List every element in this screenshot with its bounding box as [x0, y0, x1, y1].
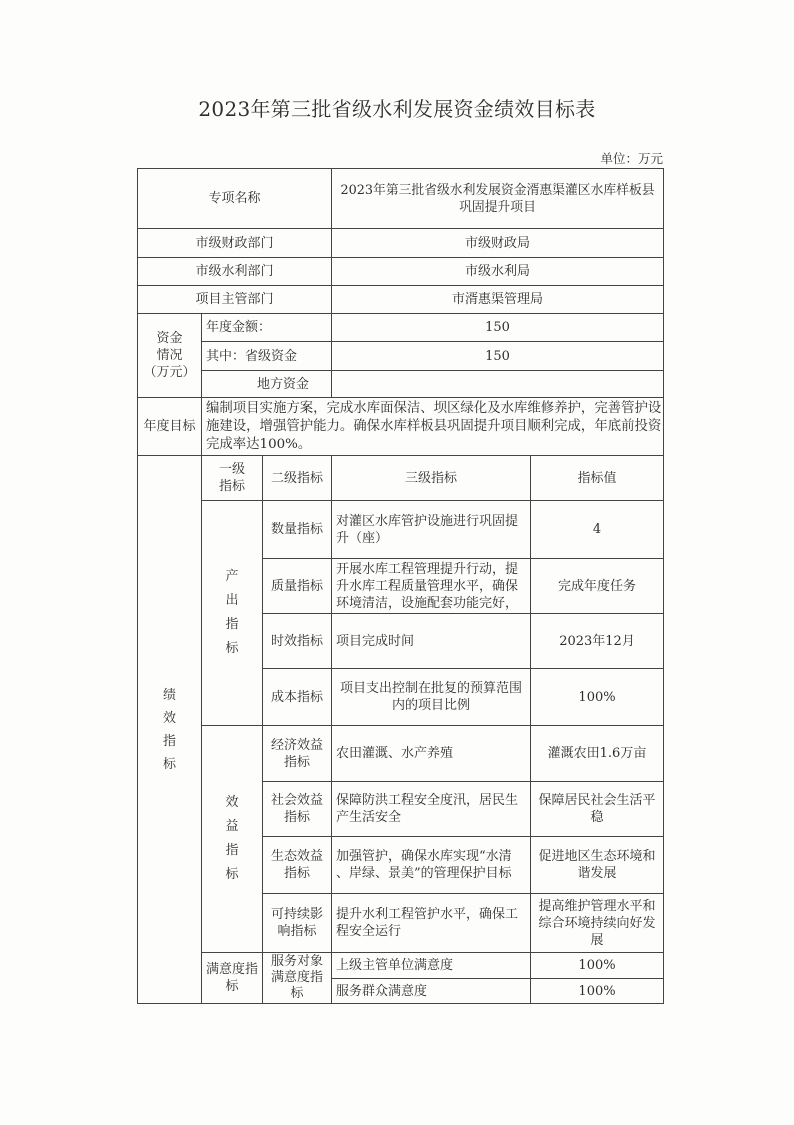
indicator-level2: 经济效益指标 [271, 737, 324, 770]
annual-goal-text: 编制项目实施方案，完成水库面保洁、坝区绿化及水库维修养护，完善管护设施建设，增强管护能力。确保水库样板县巩固提升项目顺利完成，年底前投资完成率达100%。 [206, 400, 662, 452]
indicator-level3: 对灌区水库管护设施进行巩固提升（座） [336, 513, 519, 546]
indicator-value: 提高维护管理水平和综合环境持续向好发展 [538, 898, 656, 948]
indicator-level2: 生态效益指标 [271, 849, 324, 881]
performance-target-table [137, 168, 664, 1004]
project-name-value [332, 169, 664, 229]
indicator-value: 完成年度任务 [531, 559, 664, 614]
supervisor-value: 市湑惠渠管理局 [332, 286, 664, 314]
water-dept-label: 市级水利部门 [138, 258, 332, 286]
performance-label-cell [138, 456, 202, 1004]
indicator-level3: 提升水利工程管护水平，确保工程安全运行 [336, 907, 519, 939]
indicator-level3: 开展水库工程管理提升行动，提升水库工程质量管理水平，确保环境清洁，设施配套功能完好， [336, 561, 519, 611]
provincial-funds-label: 其中：省级资金 [202, 342, 332, 371]
table-row-annual-goal [138, 398, 664, 456]
finance-dept-label: 市级财政部门 [138, 229, 332, 258]
benefit-label: 效益指标 [225, 795, 239, 882]
finance-dept-value: 市级财政局 [332, 229, 664, 258]
funds-label-text [143, 330, 195, 381]
funds-label-line-3: （万元） [143, 365, 196, 380]
performance-label: 绩效指标 [163, 687, 177, 772]
indicator-level3-cell [332, 669, 531, 726]
local-funds-value [332, 371, 664, 398]
indicator-level3-line-2: 、岸绿、景美”的管理保护目标 [336, 866, 512, 881]
header-level1-cell [202, 456, 263, 501]
header-level2: 二级指标 [263, 456, 332, 501]
indicator-level3: 上级主管单位满意度 [332, 953, 531, 979]
indicator-level2-cell [263, 782, 332, 837]
local-funds-label: 地方资金 [202, 371, 332, 398]
indicator-level2: 社会效益指标 [271, 793, 324, 825]
funds-label [138, 314, 202, 398]
indicator-level2: 质量指标 [263, 559, 332, 614]
indicator-value: 2023年12月 [531, 614, 664, 669]
table-row-performance-header [138, 456, 664, 501]
indicator-level2-cell [263, 837, 332, 894]
indicator-level3-cell [332, 782, 531, 837]
table-row-water-dept [138, 258, 664, 286]
water-dept-value: 市级水利局 [332, 258, 664, 286]
indicator-value: 保障居民社会生活平稳 [538, 793, 656, 825]
indicator-level2: 时效指标 [263, 614, 332, 669]
table-row [138, 726, 664, 782]
unit-label: 单位：万元 [600, 151, 663, 166]
output-label-cell [202, 501, 263, 726]
indicator-level2: 数量指标 [263, 501, 332, 559]
annual-goal-label: 年度目标 [138, 398, 202, 456]
indicator-level3: 项目完成时间 [336, 633, 415, 649]
indicator-value: 100% [531, 669, 664, 726]
indicator-level2: 成本指标 [263, 669, 332, 726]
table-row-supervisor [138, 286, 664, 314]
header-level3: 三级指标 [332, 456, 531, 501]
indicator-level3-cell [332, 894, 531, 953]
table-row-provincial-funds [138, 342, 664, 371]
indicator-value: 灌溉农田1.6万亩 [531, 726, 664, 782]
annual-funds-value: 150 [332, 314, 664, 342]
satisfaction-level2: 服务对象满意度指标 [271, 954, 324, 1001]
funds-label-line-2: 情况 [156, 348, 183, 363]
project-name-value-line-1: 2023年第三批省级水利发展资金湑惠渠灌区水库样板县 [340, 182, 655, 198]
indicator-level3-cell [332, 726, 531, 782]
benefit-label-cell [202, 726, 263, 953]
annual-goal-cell [202, 398, 664, 456]
indicator-level3-cell [332, 501, 531, 559]
indicator-level2-cell [263, 726, 332, 782]
indicator-value: 100% [531, 979, 664, 1004]
header-level1: 一级指标 [219, 462, 246, 494]
indicator-level2-cell [263, 894, 332, 953]
funds-label-line-1: 资金 [156, 331, 183, 346]
table-row-local-funds [138, 371, 664, 398]
annual-funds-label: 年度金额： [202, 314, 332, 342]
table-row [138, 501, 664, 559]
satisfaction-label: 满意度指标 [206, 962, 259, 994]
indicator-level3: 项目支出控制在批复的预算范围内的项目比例 [340, 681, 523, 713]
table-row-project-name [138, 169, 664, 229]
indicator-level3-cell [332, 614, 531, 669]
table-row [138, 953, 664, 979]
project-name-label: 专项名称 [138, 169, 332, 229]
indicator-level3: 保障防洪工程安全度汛，居民生产生活安全 [336, 793, 519, 825]
project-name-value-line-2: 巩固提升项目 [459, 199, 536, 215]
table-row-finance-dept [138, 229, 664, 258]
indicator-value: 4 [531, 501, 664, 559]
indicator-value-cell [531, 894, 664, 953]
indicator-level3-cell [332, 559, 531, 614]
provincial-funds-value: 150 [332, 342, 664, 371]
supervisor-label: 项目主管部门 [138, 286, 332, 314]
indicator-value: 100% [531, 953, 664, 979]
indicator-value-cell [531, 837, 664, 894]
header-value: 指标值 [531, 456, 664, 501]
indicator-value: 促进地区生态环境和谐发展 [538, 849, 656, 881]
indicator-level3-line-1: 加强管护，确保水库实现“水清 [336, 849, 512, 864]
indicator-level2: 可持续影响指标 [271, 907, 324, 939]
output-label: 产出指标 [225, 569, 239, 656]
satisfaction-level2-cell [263, 953, 332, 1004]
indicator-level3: 服务群众满意度 [332, 979, 531, 1004]
table-row-annual-funds [138, 314, 664, 342]
satisfaction-label-cell [202, 953, 263, 1004]
indicator-level3-cell [332, 837, 531, 894]
document-title: 2023年第三批省级水利发展资金绩效目标表 [198, 97, 596, 121]
indicator-value-cell [531, 782, 664, 837]
indicator-level3: 农田灌溉、水产养殖 [336, 746, 454, 761]
